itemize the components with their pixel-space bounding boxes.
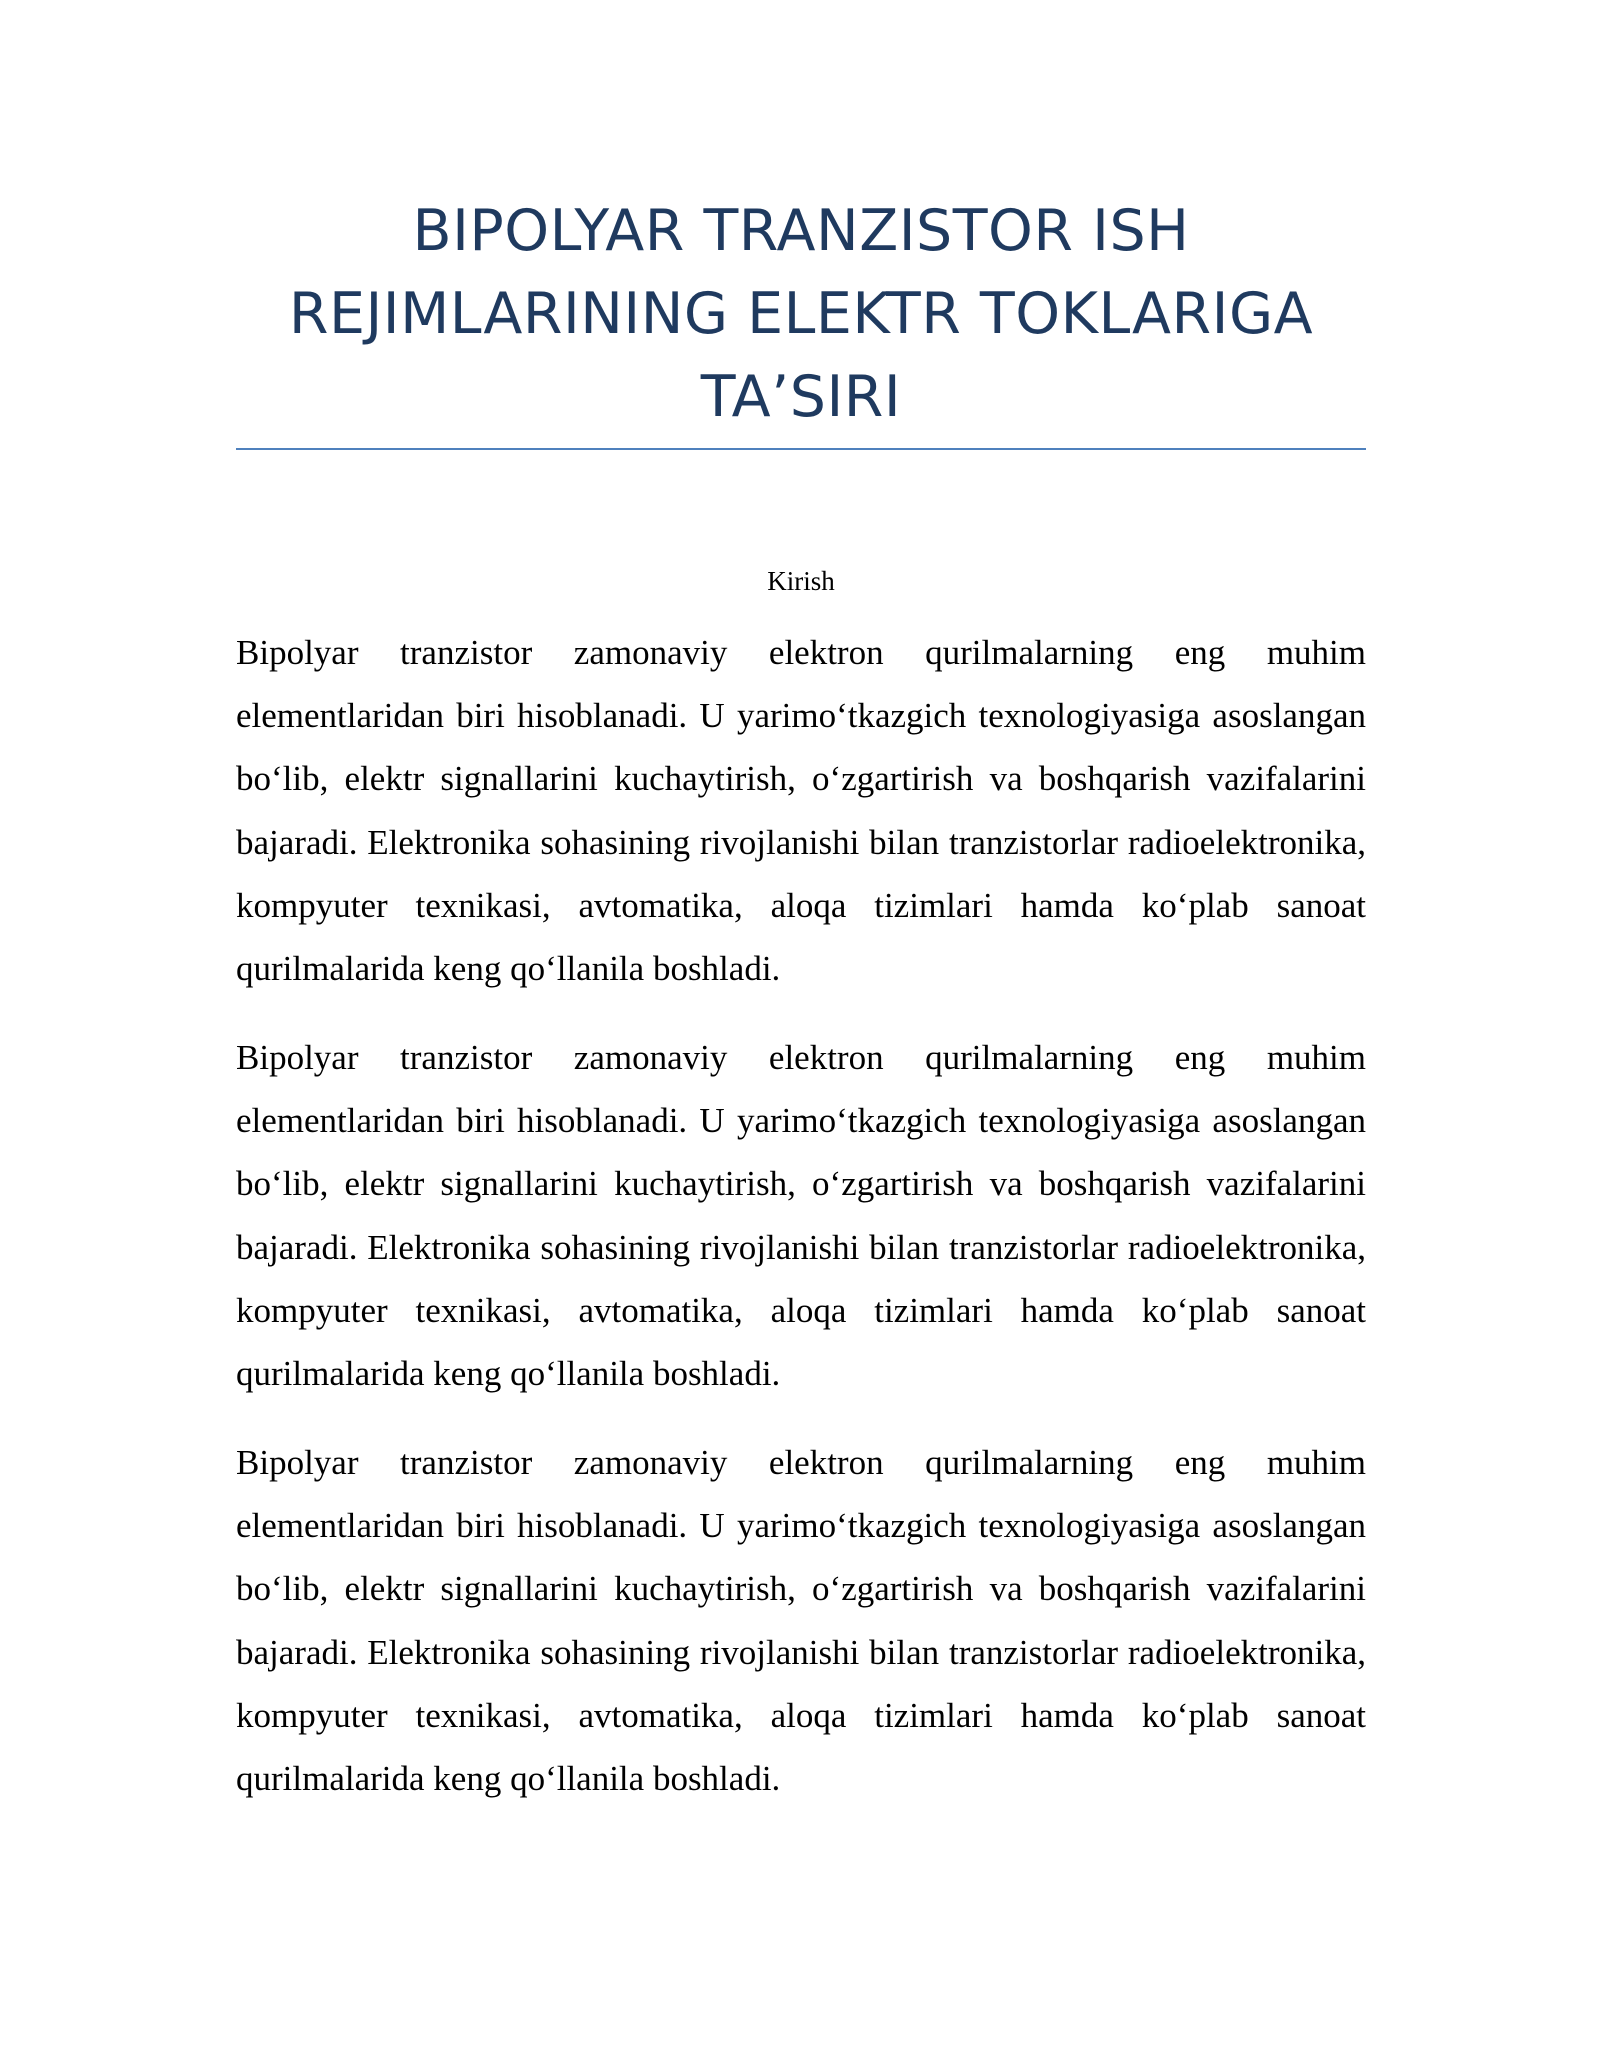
body-paragraph-3: Bipolyar tranzistor zamonaviy elektron qurilmalarning eng muhim elementlaridan biri hisoblanadi. U yarimo‘tkazgich texnologiyasiga asoslangan bo‘lib, elektr signallarini kuchaytirish, o‘zgartirish va boshqarish vazifalarini bajaradi. Elektronika sohasining rivojlanishi bilan tranzistorlar radioelektronika, kompyuter texnikasi, avtomatika, aloqa tizimlari hamda ko‘plab sanoat qurilmalarida keng qo‘llanila boshladi. <box>236 1443 1366 1799</box>
body-paragraph-1: Bipolyar tranzistor zamonaviy elektron qurilmalarning eng muhim elementlaridan biri hisoblanadi. U yarimo‘tkazgich texnologiyasiga asoslangan bo‘lib, elektr signallarini kuchaytirish, o‘zgartirish va boshqarish vazifalarini bajaradi. Elektronika sohasining rivojlanishi bilan tranzistorlar radioelektronika, kompyuter texnikasi, avtomatika, aloqa tizimlari hamda ko‘plab sanoat qurilmalarida keng qo‘llanila boshladi. <box>236 633 1366 989</box>
body-paragraph-2: Bipolyar tranzistor zamonaviy elektron qurilmalarning eng muhim elementlaridan biri hisoblanadi. U yarimo‘tkazgich texnologiyasiga asoslangan bo‘lib, elektr signallarini kuchaytirish, o‘zgartirish va boshqarish vazifalarini bajaradi. Elektronika sohasining rivojlanishi bilan tranzistorlar radioelektronika, kompyuter texnikasi, avtomatika, aloqa tizimlari hamda ko‘plab sanoat qurilmalarida keng qo‘llanila boshladi. <box>236 1038 1366 1394</box>
section-heading: Kirish <box>767 566 835 596</box>
document-title: BIPOLYAR TRANZISTOR ISH REJIMLARINING ELEKTR TOKLARIGA TA’SIRI <box>288 198 1314 430</box>
title-block <box>236 190 1366 439</box>
title-underline-divider <box>236 448 1366 450</box>
